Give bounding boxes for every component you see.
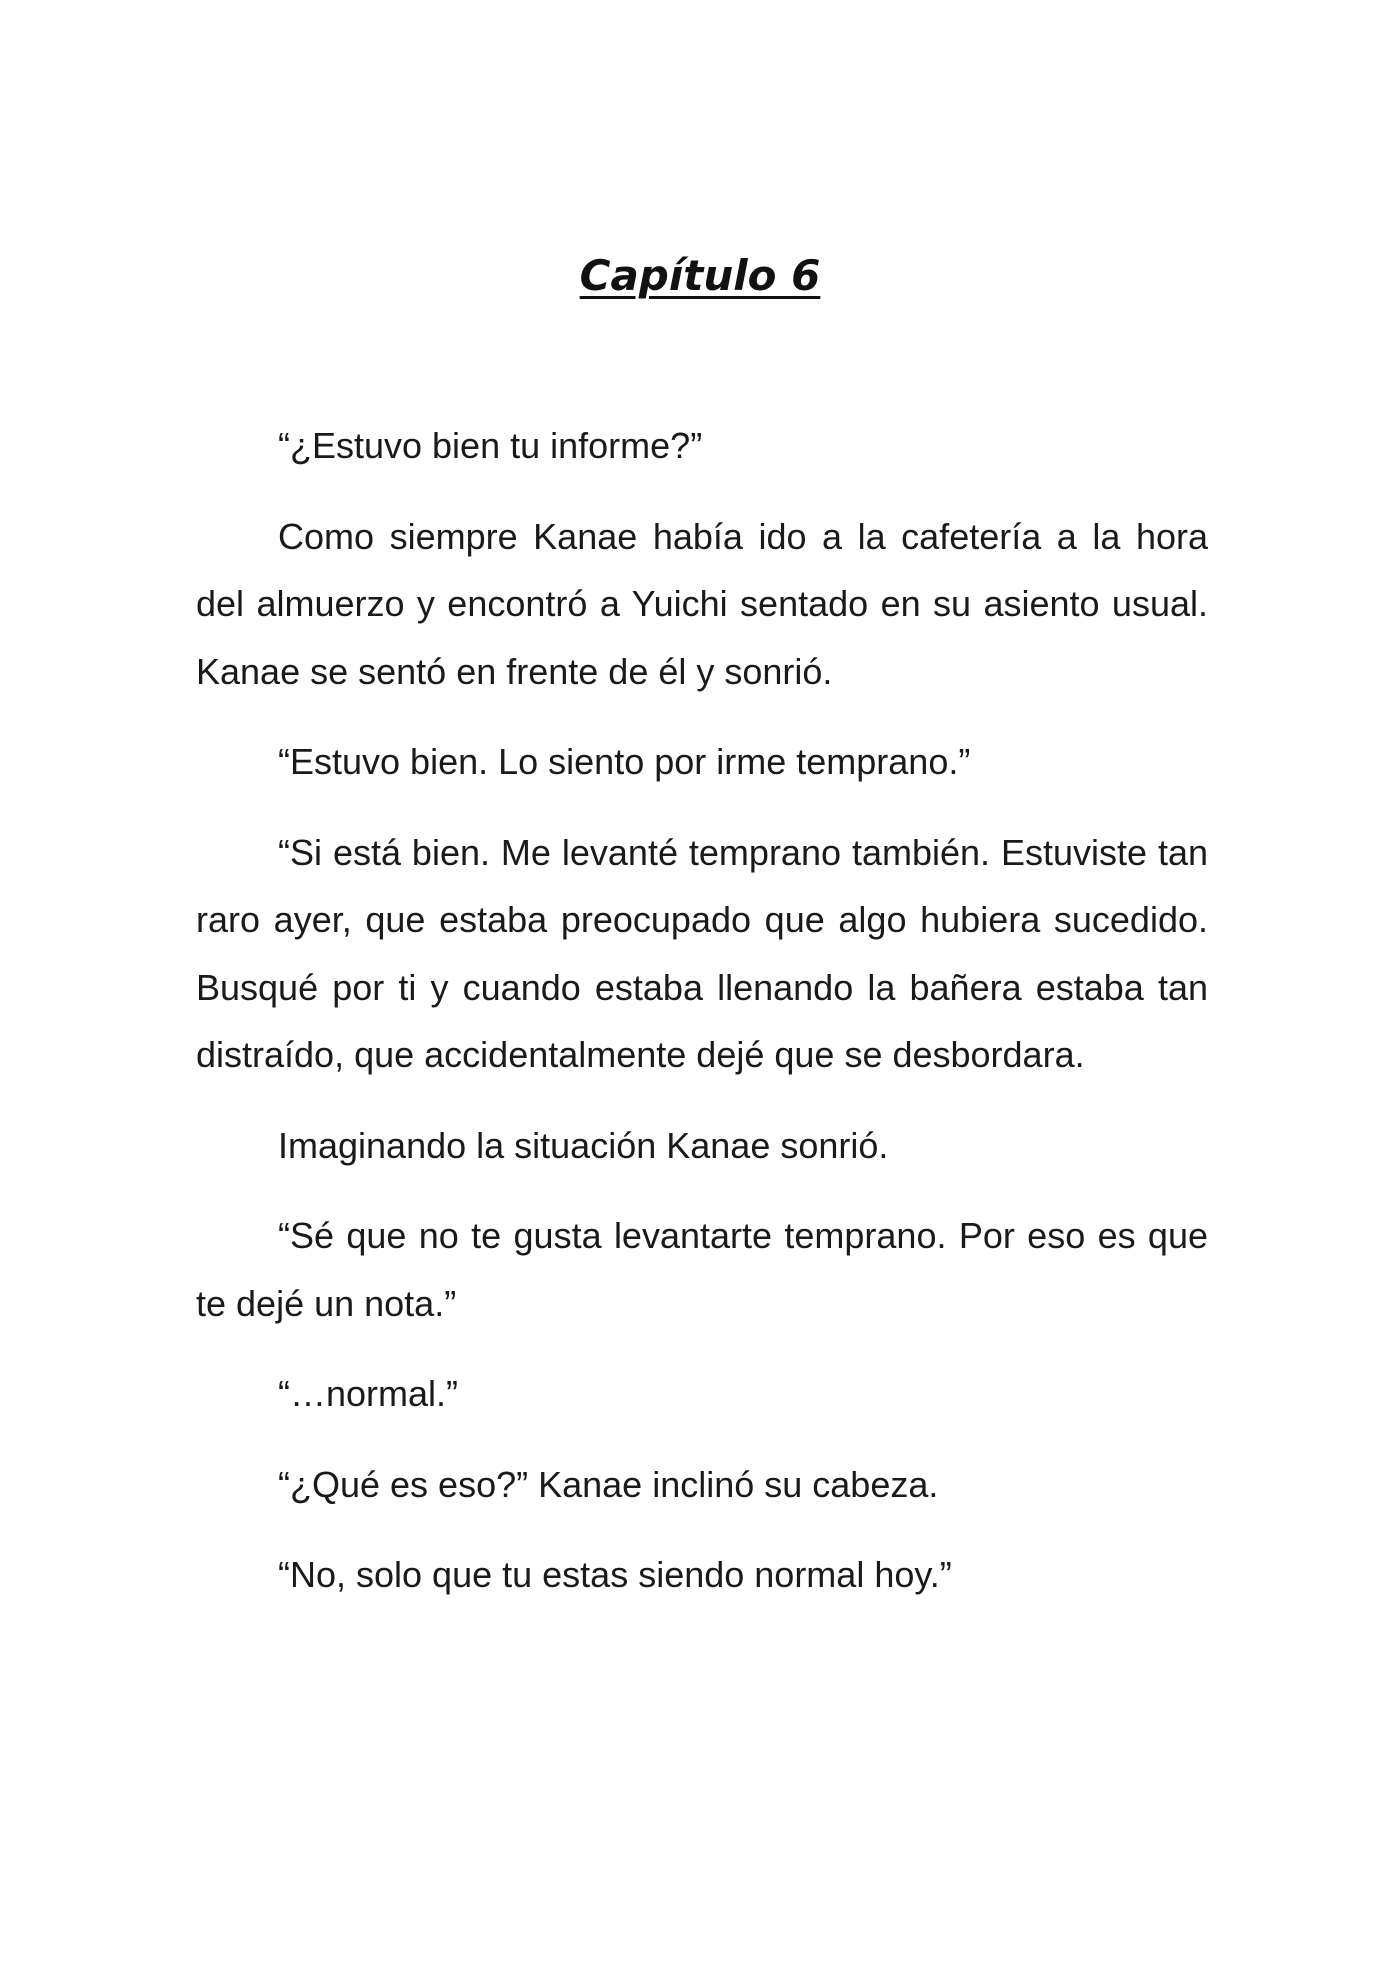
paragraph: Imaginando la situación Kanae sonrió. <box>278 1124 889 1166</box>
chapter-body <box>196 412 1208 1632</box>
chapter-title-text: Capítulo 6 <box>579 251 821 300</box>
paragraph: Como siempre Kanae había ido a la cafetería a la hora del almuerzo y encontró a Yuichi sentado en su asiento usual. Kanae se sentó en frente de él y sonrió. <box>196 515 1208 692</box>
paragraph: “¿Estuvo bien tu informe?” <box>278 425 703 466</box>
paragraph: “No, solo que tu estas siendo normal hoy.” <box>278 1554 952 1595</box>
paragraph: “Si está bien. Me levanté temprano también. Estuviste tan raro ayer, que estaba preocupado que algo hubiera sucedido. Busqué por ti y cuando estaba llenando la bañera estaba tan distraído, que accidentalmente dejé que se desbordara. <box>196 831 1208 1075</box>
paragraph: “Sé que no te gusta levantarte temprano. Por eso es que te dejé un nota.” <box>196 1215 1208 1324</box>
paragraph: “¿Qué es eso?” Kanae inclinó su cabeza. <box>278 1463 939 1505</box>
chapter-title <box>0 244 1400 308</box>
paragraph: “Estuvo bien. Lo siento por irme temprano.” <box>278 741 971 782</box>
paragraph: “…normal.” <box>278 1373 459 1414</box>
